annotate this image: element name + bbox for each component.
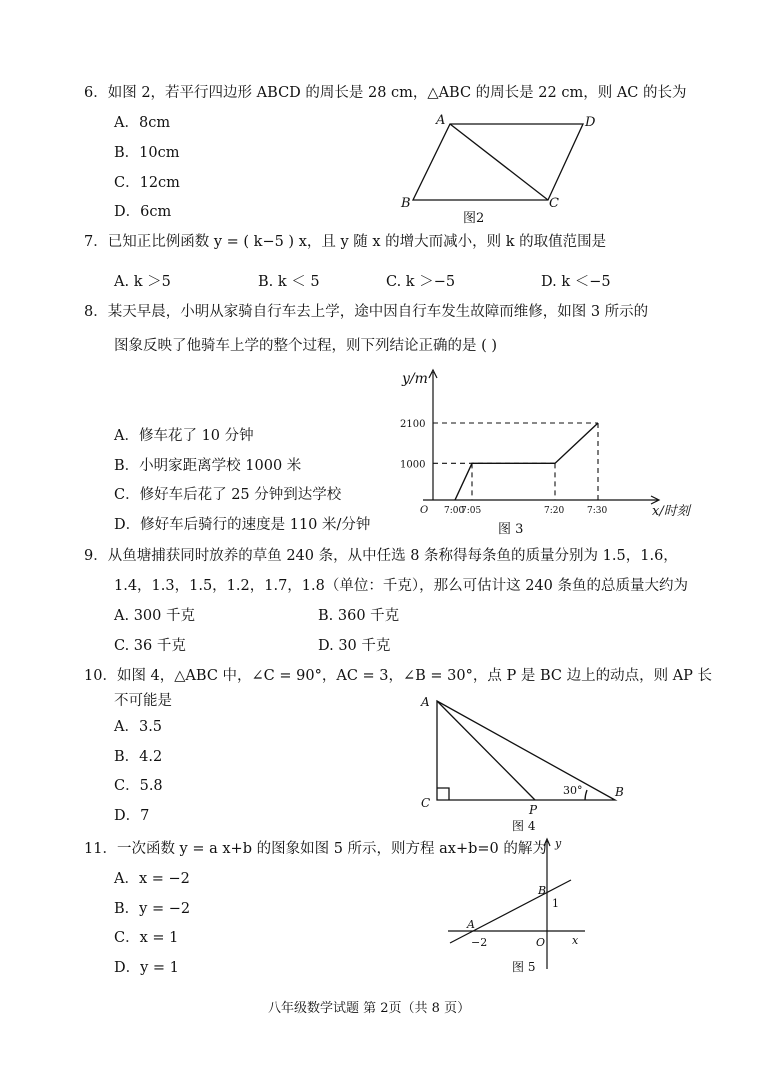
- x-tick-700: 7:00: [444, 506, 465, 516]
- origin-label: O: [420, 505, 429, 516]
- figure-2-caption: 图2: [463, 211, 485, 226]
- q10-option-d: D．7: [114, 808, 150, 824]
- label-a: A: [421, 695, 430, 709]
- q6-option-b: B．10cm: [114, 145, 180, 161]
- label-d: D: [585, 115, 596, 130]
- figure-4-triangle: [415, 692, 635, 837]
- q9-option-c: C. 36 千克: [114, 638, 186, 654]
- intercept-y-label: 1: [552, 897, 559, 910]
- label-a: A: [436, 113, 446, 128]
- x-tick-720: 7:20: [544, 506, 565, 516]
- q9-stem-line1: 9．从鱼塘捕获同时放养的草鱼 240 条，从中任选 8 条称得每条鱼的质量分别为 1.5，1.6，: [84, 548, 678, 564]
- q7-stem: 7．已知正比例函数 y = ( k−5 ) x，且 y 随 x 的增大而减小，则 k 的取值范围是: [84, 234, 607, 250]
- q11-option-d: D．y = 1: [114, 960, 179, 976]
- q9-option-d: D. 30 千克: [318, 638, 391, 654]
- q8-stem-line1: 8．某天早晨，小明从家骑自行车去上学，途中因自行车发生故障而维修，如图 3 所示的: [84, 304, 649, 320]
- label-c: C: [421, 796, 431, 810]
- q6-stem: 6．如图 2，若平行四边形 ABCD 的周长是 28 cm，△ABC 的周长是 22 cm，则 AC 的长为: [84, 85, 687, 101]
- q11-option-b: B．y = −2: [114, 901, 191, 917]
- q9-stem-line2: 1.4，1.3，1.5，1.2，1.7，1.8（单位：千克），那么可估计这 240 条鱼的总质量大约为: [114, 578, 689, 594]
- series-line-distance: [455, 423, 598, 500]
- q10-option-c: C．5.8: [114, 778, 163, 794]
- label-b: B: [615, 785, 624, 799]
- page-footer: 八年级数学试题 第 2页（共 8 页）: [268, 1001, 471, 1016]
- x-axis-label: x/时刻: [652, 504, 690, 519]
- q8-option-b: B．小明家距离学校 1000 米: [114, 458, 302, 474]
- point-a-label: A: [467, 918, 475, 931]
- y-tick-1000: 1000: [400, 459, 426, 471]
- segment-ap: [437, 701, 535, 800]
- figure-3-chart: [380, 365, 690, 540]
- figure-5-linear-graph: [445, 835, 595, 980]
- point-b-label: B: [538, 884, 547, 897]
- q7-option-d: D. k ＜−5: [541, 274, 611, 290]
- intercept-x-label: −2: [471, 936, 488, 949]
- line-y-ax-b: [450, 880, 571, 943]
- q7-option-c: C. k ＞−5: [386, 274, 456, 290]
- figure-3-caption: 图 3: [498, 522, 524, 537]
- q10-option-a: A．3.5: [114, 719, 163, 735]
- q11-option-a: A．x = −2: [114, 871, 190, 887]
- label-b: B: [401, 196, 411, 211]
- q8-option-c: C．修好车后花了 25 分钟到达学校: [114, 487, 342, 503]
- q10-option-b: B．4.2: [114, 749, 163, 765]
- q10-stem-line1: 10．如图 4，△ABC 中，∠C = 90°，AC = 3，∠B = 30°，点 P 是 BC 边上的动点，则 AP 长: [84, 668, 713, 684]
- angle-b-arc: [585, 790, 587, 800]
- q11-stem: 11．一次函数 y = a x+b 的图象如图 5 所示，则方程 ax+b=0 的解为: [84, 841, 547, 857]
- q9-option-b: B. 360 千克: [318, 608, 400, 624]
- y-tick-2100: 2100: [400, 419, 426, 430]
- q11-option-c: C．x = 1: [114, 930, 179, 946]
- label-p: P: [529, 803, 538, 817]
- x-tick-730: 7:30: [587, 506, 608, 516]
- q6-option-c: C．12cm: [114, 175, 180, 191]
- figure-4-caption: 图 4: [512, 819, 536, 833]
- q6-option-a: A．8cm: [114, 115, 171, 131]
- q8-option-a: A．修车花了 10 分钟: [114, 428, 254, 444]
- figure-2-parallelogram: [395, 110, 605, 230]
- q7-option-a: A. k ＞5: [114, 274, 171, 290]
- triangle-abc: [437, 701, 615, 800]
- x-tick-705: 7:05: [461, 506, 482, 516]
- y-axis-label: y/m: [402, 371, 428, 387]
- q8-stem-line2: 图象反映了他骑车上学的整个过程，则下列结论正确的是 ( ): [114, 338, 498, 354]
- x-axis-label: x: [572, 934, 579, 947]
- angle-label: 30°: [563, 784, 583, 797]
- q8-option-d: D．修好车后骑行的速度是 110 米/分钟: [114, 517, 371, 533]
- figure-5-caption: 图 5: [512, 960, 536, 974]
- label-c: C: [549, 196, 559, 211]
- q9-option-a: A. 300 千克: [114, 608, 195, 624]
- q7-option-b: B. k ＜ 5: [258, 274, 320, 290]
- q6-option-d: D．6cm: [114, 204, 172, 220]
- q10-stem-line2: 不可能是: [114, 693, 172, 709]
- origin-label: O: [536, 936, 546, 949]
- y-axis-label: y: [555, 837, 562, 850]
- diagonal-ac: [450, 124, 548, 200]
- right-angle-mark: [437, 788, 449, 800]
